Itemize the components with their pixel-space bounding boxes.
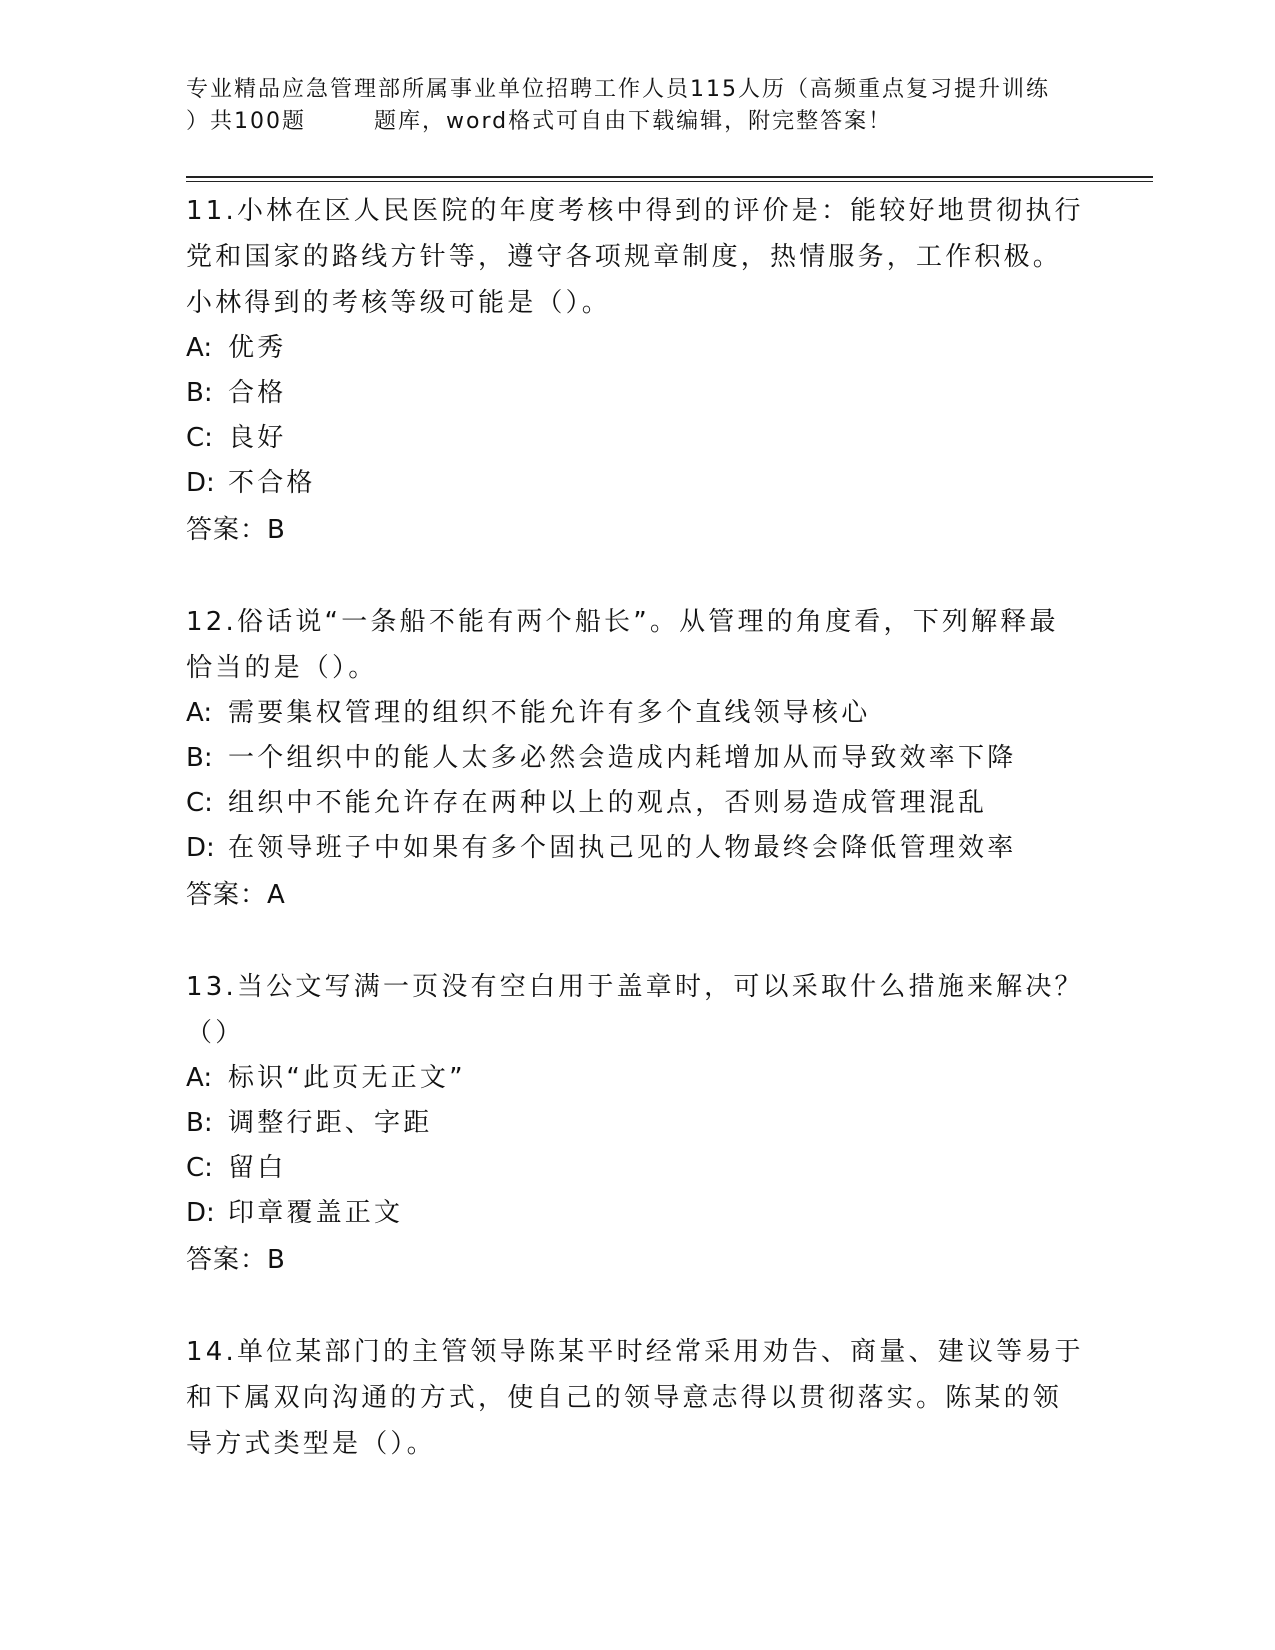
option-text: 在领导班子中如果有多个固执己见的人物最终会降低管理效率: [228, 833, 1017, 863]
header-line-2: [186, 106, 1086, 138]
option-c: [186, 781, 1086, 826]
question-14: [186, 1329, 1086, 1467]
option-c: [186, 416, 1086, 461]
option-text: 一个组织中的能人太多必然会造成内耗增加从而导致效率下降: [228, 743, 1017, 773]
document-header: [186, 74, 1086, 138]
option-key: A:: [186, 698, 213, 728]
question-11: [186, 188, 1086, 554]
option-text: 调整行距、字距: [228, 1108, 433, 1138]
question-12: [186, 599, 1086, 919]
answer-line: 答案：B: [186, 1245, 286, 1275]
option-key: B:: [186, 743, 213, 773]
question-stem: 11.小林在区人民医院的年度考核中得到的评价是：能较好地贯彻执行党和国家的路线方针等，遵守各项规章制度，热情服务，工作积极。小林得到的考核等级可能是（）。: [186, 196, 1084, 318]
option-key: B:: [186, 1108, 213, 1138]
header-line-2-left: ）共100题: [186, 109, 306, 134]
option-b: [186, 371, 1086, 416]
question-stem: 12.俗话说“一条船不能有两个船长”。从管理的角度看，下列解释最恰当的是（）。: [186, 607, 1059, 683]
option-key: B:: [186, 378, 213, 408]
header-line-2-right: 题库，word格式可自由下载编辑，附完整答案！: [374, 109, 893, 134]
option-d: [186, 461, 1086, 506]
option-b: [186, 736, 1086, 781]
header-divider-thin: [186, 181, 1153, 182]
option-text: 不合格: [228, 468, 316, 498]
option-b: [186, 1101, 1086, 1146]
question-stem: 13.当公文写满一页没有空白用于盖章时，可以采取什么措施来解决？（）: [186, 972, 1084, 1048]
option-d: [186, 826, 1086, 871]
option-d: [186, 1191, 1086, 1236]
option-key: C:: [186, 423, 213, 453]
question-13: [186, 964, 1086, 1284]
option-key: D:: [186, 1198, 215, 1228]
option-a: [186, 691, 1086, 736]
answer-line: 答案：A: [186, 880, 286, 910]
option-key: C:: [186, 788, 213, 818]
option-text: 印章覆盖正文: [228, 1198, 404, 1228]
option-text: 组织中不能允许存在两种以上的观点，否则易造成管理混乱: [228, 788, 988, 818]
option-key: D:: [186, 833, 215, 863]
option-text: 合格: [228, 378, 287, 408]
answer-line: 答案：B: [186, 515, 286, 545]
option-key: C:: [186, 1153, 213, 1183]
option-c: [186, 1146, 1086, 1191]
option-a: [186, 326, 1086, 371]
option-text: 良好: [228, 423, 287, 453]
option-key: A:: [186, 1063, 213, 1093]
question-list: [186, 188, 1086, 1512]
option-a: [186, 1056, 1086, 1101]
header-divider-thick: [186, 176, 1153, 178]
option-text: 优秀: [228, 333, 287, 363]
header-line-1: 专业精品应急管理部所属事业单位招聘工作人员115人历（高频重点复习提升训练: [186, 77, 1050, 102]
option-key: A:: [186, 333, 213, 363]
question-stem: 14.单位某部门的主管领导陈某平时经常采用劝告、商量、建议等易于和下属双向沟通的方式，使自己的领导意志得以贯彻落实。陈某的领导方式类型是（）。: [186, 1337, 1084, 1459]
option-text: 标识“此页无正文”: [228, 1063, 466, 1093]
option-text: 需要集权管理的组织不能允许有多个直线领导核心: [228, 698, 871, 728]
option-text: 留白: [228, 1153, 287, 1183]
option-key: D:: [186, 468, 215, 498]
